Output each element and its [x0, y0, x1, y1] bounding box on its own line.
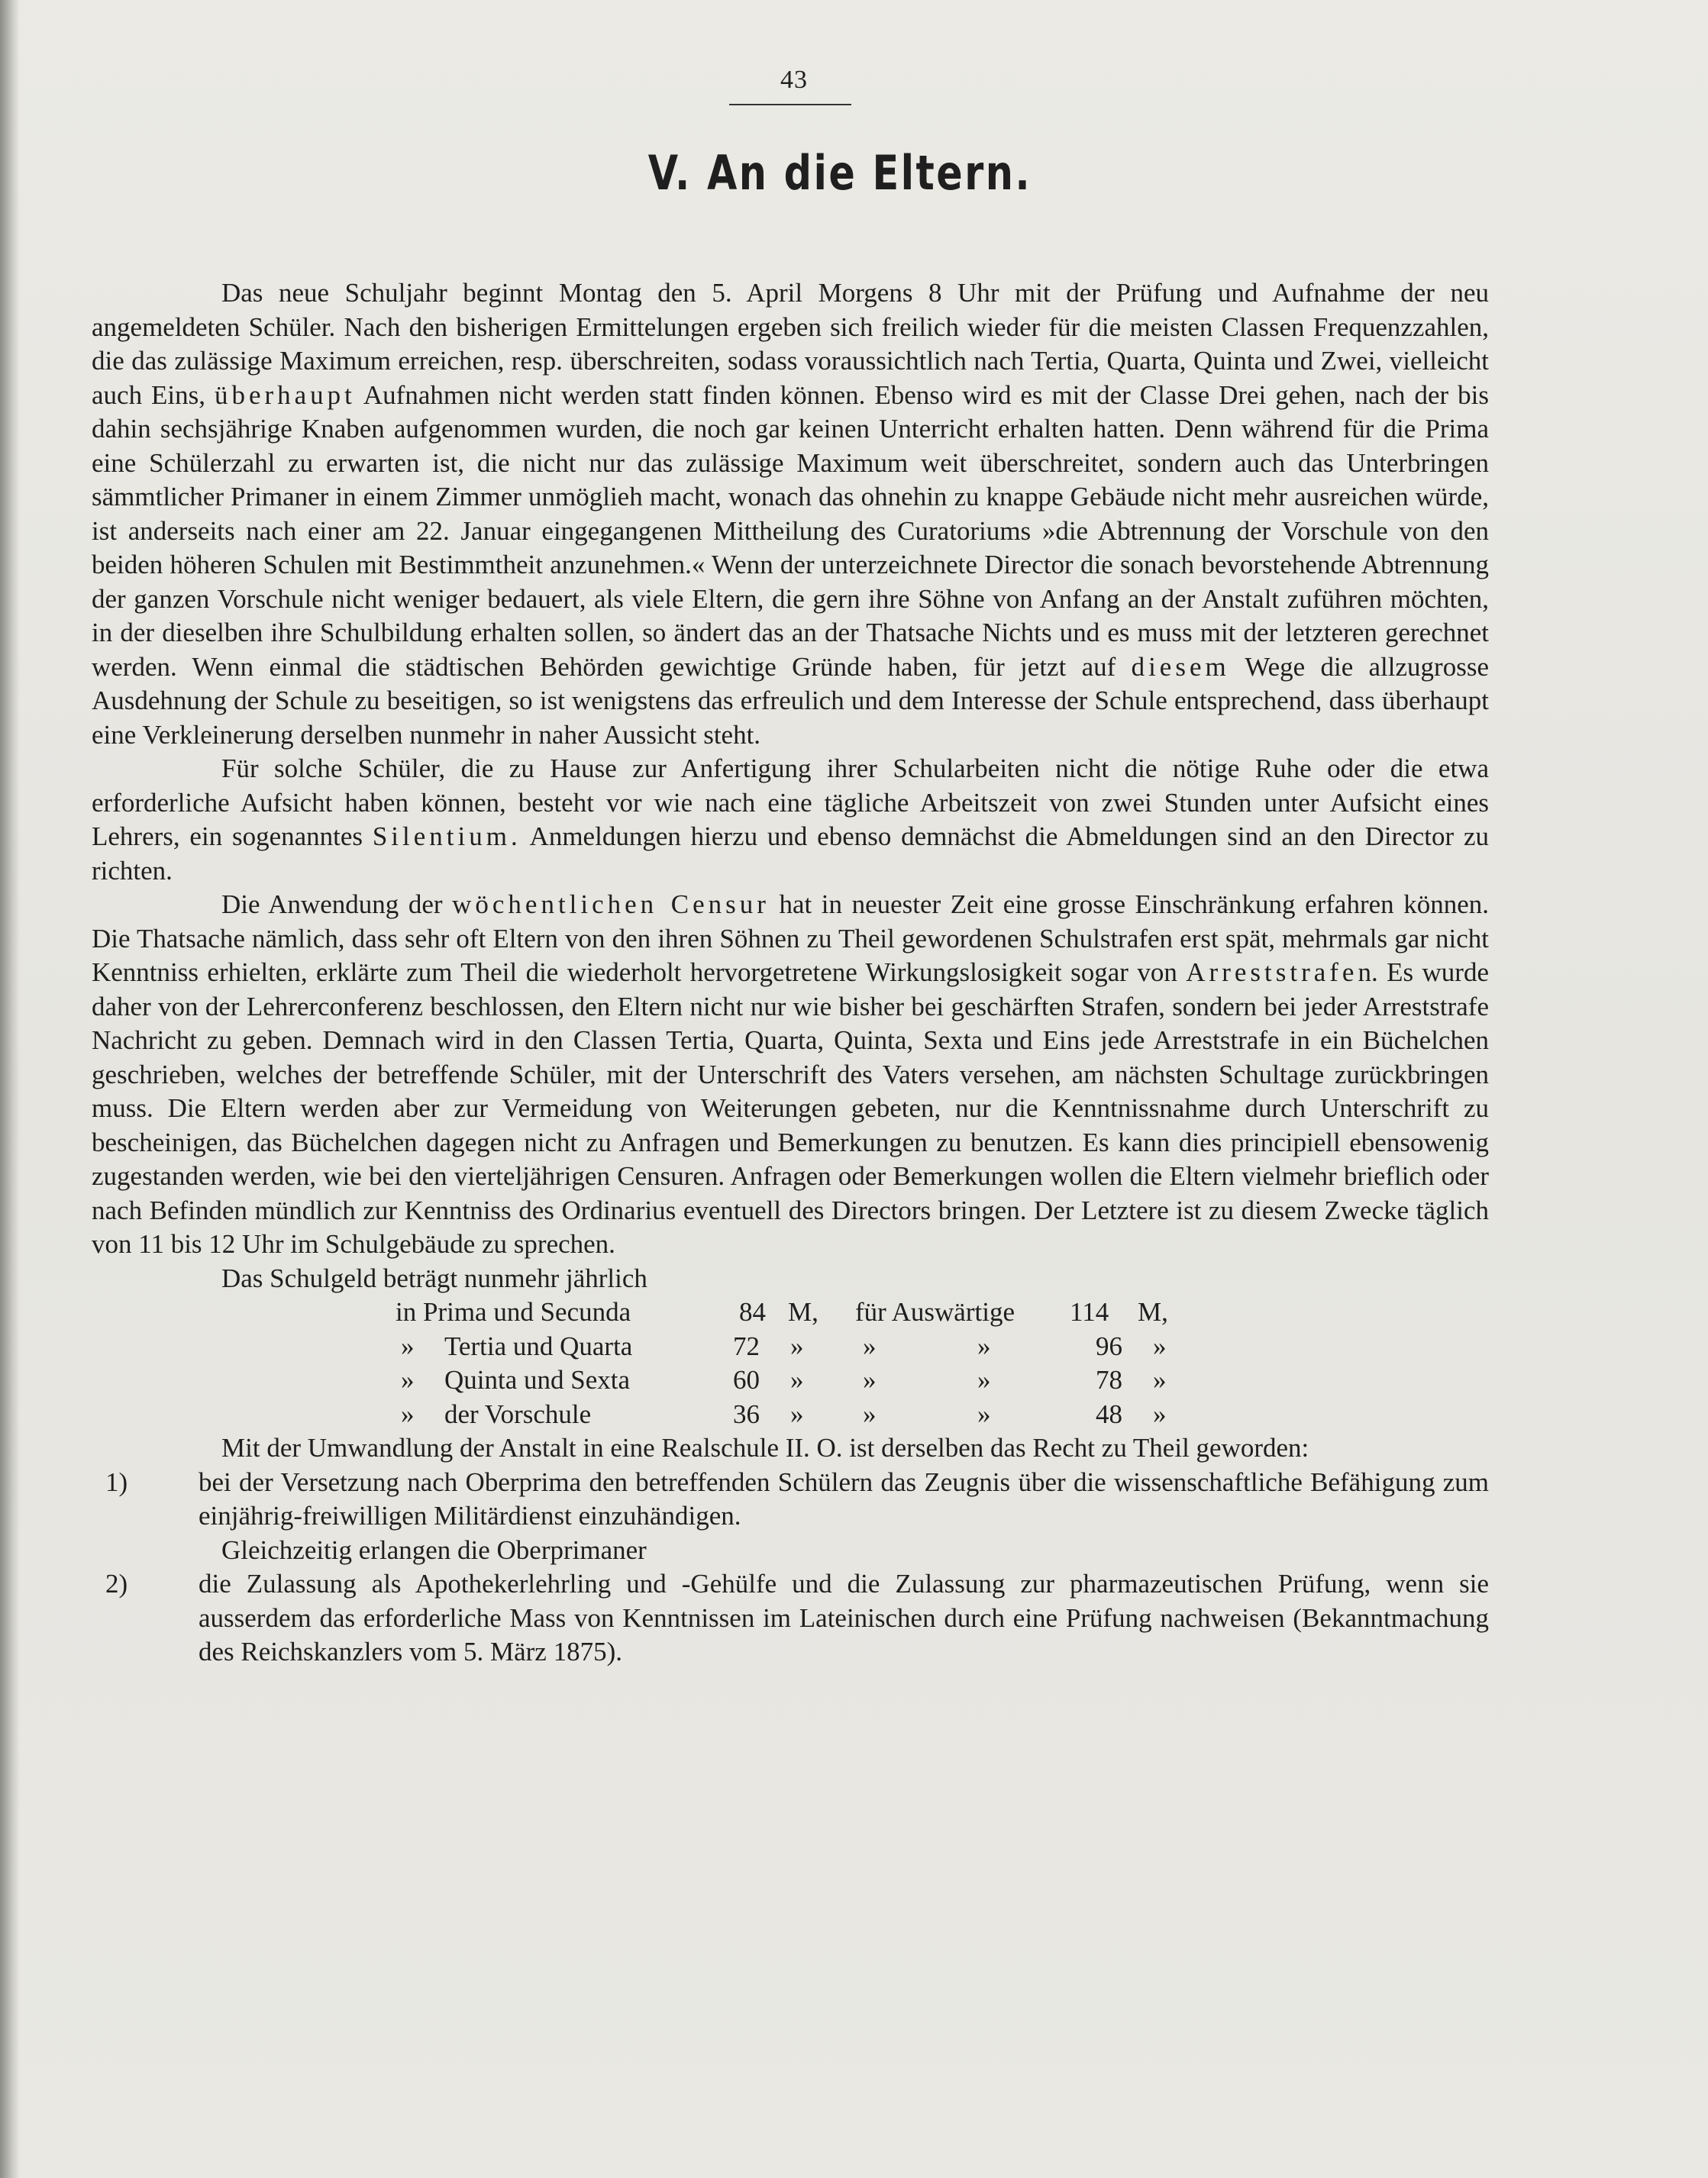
- list-number: 2): [105, 1569, 128, 1599]
- list-item: [92, 1466, 1489, 1534]
- fee-foreign: 114: [1070, 1297, 1109, 1327]
- fee-foreign-unit: M,: [1138, 1297, 1168, 1327]
- page-edge-shadow: [0, 0, 20, 2178]
- list-number: 1): [105, 1467, 128, 1497]
- paragraph-school-year: Das neue Schuljahr beginnt Montag den 5. April Morgens 8 Uhr mit der Prüfung und Aufnahme der neu angemeldeten Schüler. Nach den bisherigen Ermittelungen ergeben sich freilich wieder für die meisten Classen Frequenzzahlen, die das zulässige Maximum erreichen, resp. überschreiten, sodass voraussichtlich nach Tertia, Quarta, Quinta und Zwei, vielleicht auch Eins, überhaupt Aufnahmen nicht werden statt finden können. Ebenso wird es mit der Classe Drei gehen, nach der bis dahin sechsjährige Knaben aufgenommen wurden, die noch gar keinen Unterricht erhalten hatten. Denn während für die Prima eine Schülerzahl zu erwarten ist, die nicht nur das zulässige Maximum weit überschreitet, sondern auch das Unterbringen sämmtlicher Primaner in einem Zimmer unmöglieh macht, wonach das ohnehin zu knappe Gebäude nicht mehr ausreichen würde, ist anderseits nach einer am 22. Januar eingegangenen Mittheilung des Curatoriums »die Abtrennung der Vorschule von den beiden höheren Schulen mit Bestimmtheit anzunehmen.« Wenn der unterzeichnete Director die sonach bevorstehende Abtrennung der ganzen Vorschule nicht weniger bedauert, als viele Eltern, die gern ihre Söhne von Anfang an der Anstalt zuführen möchten, in der dieselben ihre Schulbildung erhalten sollen, so ändert das an der Thatsache Nichts und es muss mit der letzteren gerechnet werden. Wenn einmal die städtischen Behörden gewichtige Gründe haben, für jetzt auf diesem Wege die allzugrosse Ausdehnung der Schule zu beseitigen, so ist wenigstens das erfreulich und dem Interesse der Schule entsprechend, dass überhaupt eine Verkleinerung derselben nunmehr in naher Aussicht steht.: [92, 278, 1489, 750]
- fee-prefix: »: [401, 1365, 415, 1395]
- body-text: [92, 276, 1489, 1670]
- fee-local-unit: »: [790, 1365, 804, 1395]
- fee-local: 84: [739, 1297, 766, 1327]
- fee-label: in Prima und Secunda: [396, 1297, 631, 1327]
- fee-local: 72: [733, 1331, 760, 1361]
- fee-who2: »: [977, 1331, 991, 1361]
- fee-who: für Auswärtige: [855, 1297, 1015, 1327]
- fee-local-unit: »: [790, 1331, 804, 1361]
- emphasis-word: überhaupt: [214, 379, 356, 410]
- fee-local-unit: »: [790, 1399, 804, 1429]
- fee-row: [92, 1398, 1489, 1432]
- rights-list: [92, 1466, 1489, 1670]
- fee-local: 36: [733, 1399, 760, 1429]
- fee-foreign-unit: »: [1153, 1399, 1167, 1429]
- emphasis-word: diesem: [1131, 651, 1230, 682]
- paragraph-schulgeld: Das Schulgeld beträgt nunmehr jährlich: [221, 1263, 647, 1293]
- fee-local-unit: M,: [788, 1297, 818, 1327]
- list-text: die Zulassung als Apothekerlehrling und -Gehülfe und die Zulassung zur pharmazeutischen Prüfung, wenn sie ausserdem das erforderliche Mass von Kenntnissen im Lateinischen durch eine Prüfung nachweisen (Bekanntmachung des Reichskanzlers vom 5. März 1875).: [199, 1569, 1489, 1667]
- page-number: 43: [780, 66, 808, 94]
- fee-who: »: [863, 1399, 877, 1429]
- fee-label: Tertia und Quarta: [444, 1331, 633, 1361]
- paragraph-realschule: Mit der Umwandlung der Anstalt in eine Realschule II. O. ist derselben das Recht zu Theil geworden:: [221, 1433, 1309, 1463]
- emphasis-word: Arreststrafe: [1186, 957, 1358, 987]
- fee-foreign: 96: [1096, 1331, 1122, 1361]
- fee-table: [92, 1296, 1489, 1431]
- fee-who2: »: [977, 1399, 991, 1429]
- emphasis-word: wöchentlichen Censur: [452, 889, 770, 919]
- fee-label: der Vorschule: [444, 1399, 592, 1429]
- section-heading: V. An die Eltern.: [647, 145, 1032, 201]
- emphasis-word: Silentium.: [372, 821, 521, 851]
- fee-row: [92, 1296, 1489, 1330]
- fee-prefix: »: [401, 1399, 415, 1429]
- fee-who2: »: [977, 1365, 991, 1395]
- paragraph-censur: Die Anwendung der wöchentlichen Censur hat in neuester Zeit eine grosse Einschränkung erfahren können. Die Thatsache nämlich, dass sehr oft Eltern von den ihren Söhnen zu Theil gewordenen Schulstrafen erst spät, mehrmals gar nicht Kenntniss erhielten, erklärte zum Theil die wiederholt hervorgetretene Wirkungslosigkeit sogar von Arreststrafen. Es wurde daher von der Lehrerconferenz beschlossen, den Eltern nicht nur wie bisher bei geschärften Strafen, sondern bei jeder Arreststrafe Nachricht zu geben. Demnach wird in den Classen Tertia, Quarta, Quinta, Sexta und Eins jede Arreststrafe in ein Büchelchen geschrieben, welches der betreffende Schüler, mit der Unterschrift des Vaters versehen, am nächsten Schultage zurückbringen muss. Die Eltern werden aber zur Vermeidung von Weiterungen gebeten, nur die Kenntnissnahme durch Unterschrift zu bescheinigen, das Büchelchen dagegen nicht zu Anfragen und Bemerkungen zu benutzen. Es kann dies principiell ebensowenig zugestanden werden, wie bei den vierteljährigen Censuren. Anfragen oder Bemerkungen wollen die Eltern vielmehr brieflich oder nach Befinden mündlich zur Kenntniss des Ordinarius eventuell des Directors bringen. Der Letztere ist zu diesem Zwecke täglich von 11 bis 12 Uhr im Schulgebäude zu sprechen.: [92, 889, 1489, 1259]
- fee-row: [92, 1330, 1489, 1364]
- paragraph-gleichzeitig: Gleichzeitig erlangen die Oberprimaner: [221, 1534, 647, 1565]
- fee-foreign: 48: [1096, 1399, 1122, 1429]
- page-number-rule: [729, 104, 851, 105]
- list-text: bei der Versetzung nach Oberprima den betreffenden Schülern das Zeugnis über die wissenschaftliche Befähigung zum einjährig-freiwilligen Militärdienst einzuhändigen.: [199, 1467, 1489, 1531]
- fee-foreign: 78: [1096, 1365, 1122, 1395]
- fee-who: »: [863, 1365, 877, 1395]
- fee-prefix: »: [401, 1331, 415, 1361]
- fee-local: 60: [733, 1365, 760, 1395]
- list-item: [92, 1567, 1489, 1670]
- fee-who: »: [863, 1331, 877, 1361]
- fee-foreign-unit: »: [1153, 1365, 1167, 1395]
- fee-label: Quinta und Sexta: [444, 1365, 631, 1395]
- fee-foreign-unit: »: [1153, 1331, 1167, 1361]
- paragraph-silentium: Für solche Schüler, die zu Hause zur Anfertigung ihrer Schularbeiten nicht die nötige Ruhe oder die etwa erforderliche Aufsicht haben können, besteht vor wie nach eine tägliche Arbeitszeit von zwei Stunden unter Aufsicht eines Lehrers, ein sogenanntes Silentium. Anmeldungen hierzu und ebenso demnächst die Abmeldungen sind an den Director zu richten.: [92, 753, 1489, 886]
- fee-row: [92, 1363, 1489, 1398]
